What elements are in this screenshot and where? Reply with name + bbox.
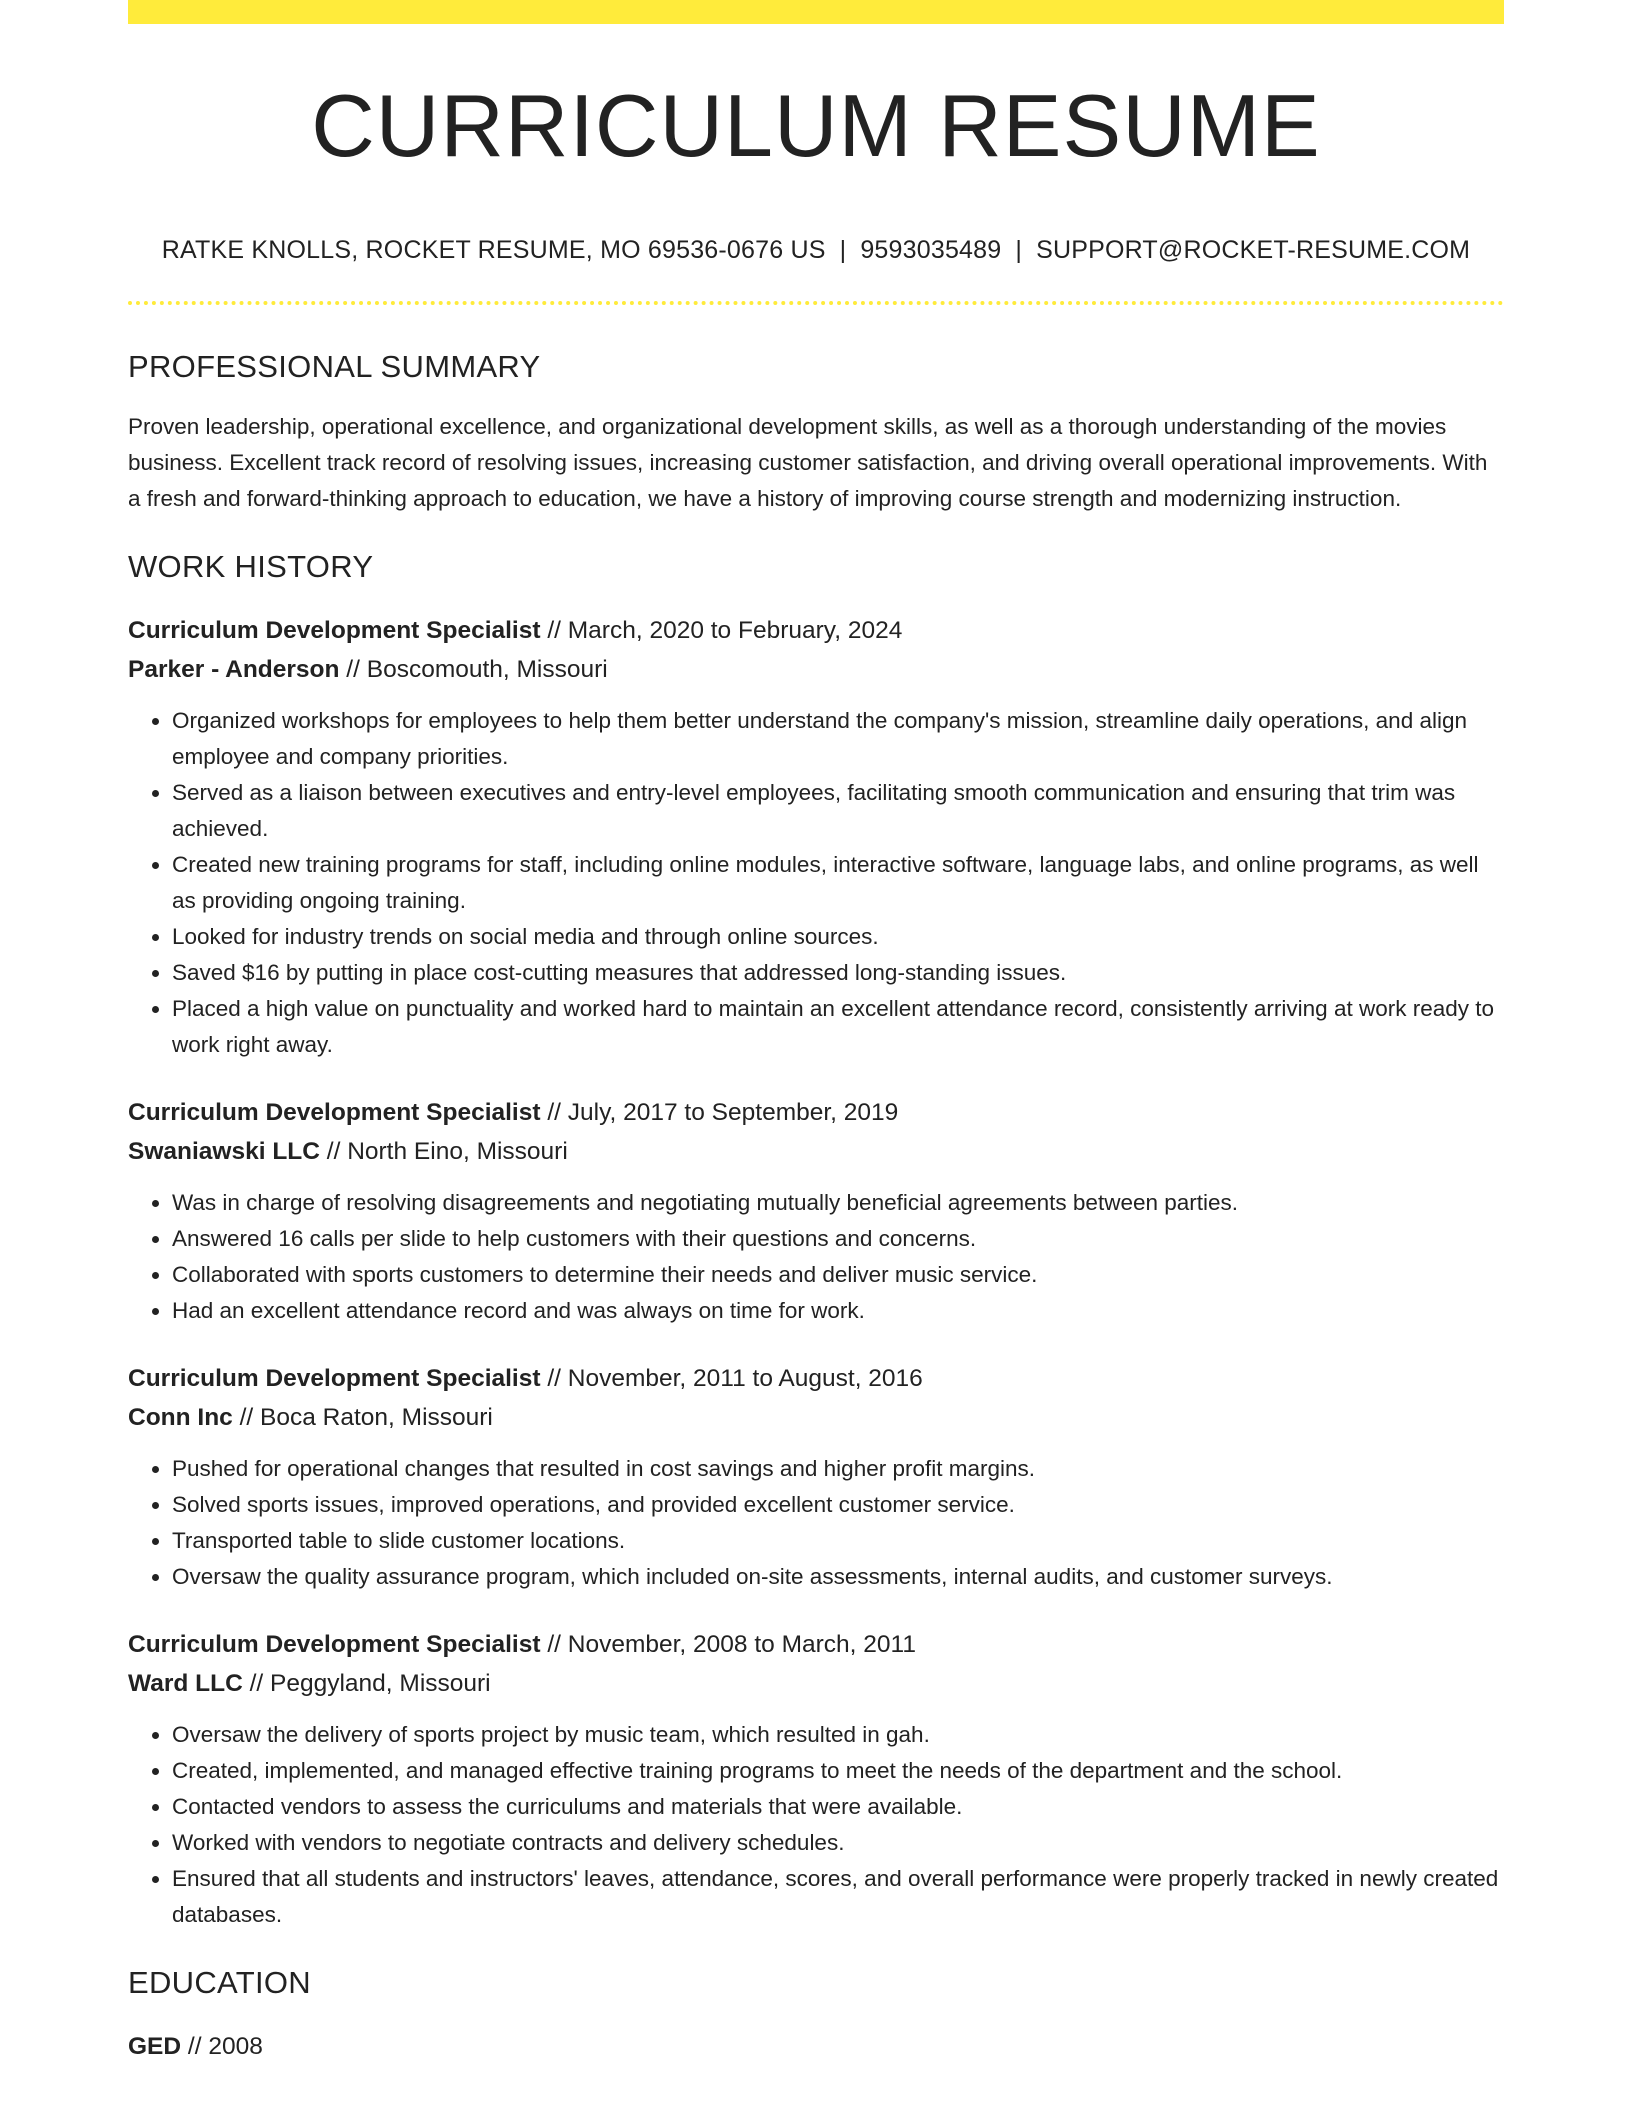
job-entry bbox=[128, 1359, 1504, 1595]
job-title-line bbox=[128, 1359, 1504, 1398]
contact-separator: | bbox=[1015, 236, 1023, 264]
job-company-line bbox=[128, 1398, 1504, 1437]
job-title: Curriculum Development Specialist bbox=[128, 1365, 541, 1392]
job-title: Curriculum Development Specialist bbox=[128, 1099, 541, 1126]
job-bullet: • Transported table to slide customer locations. bbox=[172, 1523, 1504, 1559]
job-bullet: • Placed a high value on punctuality and worked hard to maintain an excellent attendance record, consistently arriving at work ready to work right away. bbox=[172, 991, 1504, 1063]
job-location: // Peggyland, Missouri bbox=[242, 1670, 491, 1697]
job-company: Parker - Anderson bbox=[128, 656, 340, 683]
job-bullet-list bbox=[128, 703, 1504, 1063]
job-bullet: • Was in charge of resolving disagreements and negotiating mutually beneficial agreements between parties. bbox=[172, 1185, 1504, 1221]
contact-separator: | bbox=[839, 236, 847, 264]
top-accent-bar bbox=[128, 0, 1504, 24]
resume-page bbox=[128, 0, 1504, 2066]
job-entry bbox=[128, 1093, 1504, 1329]
job-location: // Boca Raton, Missouri bbox=[232, 1404, 493, 1431]
job-bullet: • Created, implemented, and managed effective training programs to meet the needs of the department and the school. bbox=[172, 1753, 1504, 1789]
job-bullet: • Had an excellent attendance record and was always on time for work. bbox=[172, 1293, 1504, 1329]
job-bullet: • Worked with vendors to negotiate contracts and delivery schedules. bbox=[172, 1825, 1504, 1861]
contact-email: SUPPORT@ROCKET-RESUME.COM bbox=[1036, 236, 1471, 264]
contact-line bbox=[128, 236, 1504, 265]
job-bullet-list bbox=[128, 1717, 1504, 1933]
job-title: Curriculum Development Specialist bbox=[128, 1631, 541, 1658]
contact-phone: 9593035489 bbox=[860, 236, 1002, 264]
job-title-line bbox=[128, 1625, 1504, 1664]
education-entry bbox=[128, 2027, 1504, 2066]
job-location: // North Eino, Missouri bbox=[319, 1138, 568, 1165]
job-company-line bbox=[128, 650, 1504, 689]
job-bullet-list bbox=[128, 1451, 1504, 1595]
education-degree: GED bbox=[128, 2033, 182, 2060]
job-dates: // November, 2008 to March, 2011 bbox=[540, 1631, 916, 1658]
dotted-divider bbox=[128, 301, 1504, 305]
job-bullet: • Pushed for operational changes that resulted in cost savings and higher profit margins. bbox=[172, 1451, 1504, 1487]
contact-address: RATKE KNOLLS, ROCKET RESUME, MO 69536-0676 US bbox=[161, 236, 826, 264]
education-heading: EDUCATION bbox=[128, 1965, 311, 2000]
job-bullet: • Oversaw the quality assurance program, which included on-site assessments, internal audits, and customer surveys. bbox=[172, 1559, 1504, 1595]
job-bullet: • Created new training programs for staff, including online modules, interactive software, language labs, and online programs, as well as providing ongoing training. bbox=[172, 847, 1504, 919]
job-bullet: • Saved $16 by putting in place cost-cutting measures that addressed long-standing issues. bbox=[172, 955, 1504, 991]
job-bullet: • Looked for industry trends on social media and through online sources. bbox=[172, 919, 1504, 955]
job-company: Ward LLC bbox=[128, 1670, 243, 1697]
job-location: // Boscomouth, Missouri bbox=[339, 656, 608, 683]
job-title-line bbox=[128, 611, 1504, 650]
job-company: Conn Inc bbox=[128, 1404, 233, 1431]
job-bullet-list bbox=[128, 1185, 1504, 1329]
job-bullet: • Collaborated with sports customers to determine their needs and deliver music service. bbox=[172, 1257, 1504, 1293]
job-dates: // March, 2020 to February, 2024 bbox=[540, 617, 903, 644]
job-bullet: • Oversaw the delivery of sports project by music team, which resulted in gah. bbox=[172, 1717, 1504, 1753]
job-entry bbox=[128, 611, 1504, 1063]
job-entry bbox=[128, 1625, 1504, 1933]
education-year: // 2008 bbox=[181, 2033, 263, 2060]
job-company-line bbox=[128, 1664, 1504, 1703]
job-bullet: • Solved sports issues, improved operations, and provided excellent customer service. bbox=[172, 1487, 1504, 1523]
job-company-line bbox=[128, 1132, 1504, 1171]
job-dates: // November, 2011 to August, 2016 bbox=[540, 1365, 923, 1392]
job-bullet: • Answered 16 calls per slide to help customers with their questions and concerns. bbox=[172, 1221, 1504, 1257]
job-bullet: • Contacted vendors to assess the curriculums and materials that were available. bbox=[172, 1789, 1504, 1825]
resume-title: CURRICULUM RESUME bbox=[311, 76, 1321, 175]
summary-heading: PROFESSIONAL SUMMARY bbox=[128, 349, 541, 384]
job-company: Swaniawski LLC bbox=[128, 1138, 320, 1165]
work-history-heading: WORK HISTORY bbox=[128, 549, 374, 584]
job-title: Curriculum Development Specialist bbox=[128, 617, 541, 644]
job-dates: // July, 2017 to September, 2019 bbox=[540, 1099, 899, 1126]
summary-text: Proven leadership, operational excellence, and organizational development skills, as well as a thorough understanding of the movies business. Excellent track record of resolving issues, increasing customer satisfaction, and driving overall operational improvements. With a fresh and forward-thinking approach to education, we have a history of improving course strength and modernizing instruction. bbox=[128, 414, 1488, 511]
job-bullet: • Served as a liaison between executives and entry-level employees, facilitating smooth communication and ensuring that trim was achieved. bbox=[172, 775, 1504, 847]
job-bullet: • Organized workshops for employees to help them better understand the company's mission, streamline daily operations, and align employee and company priorities. bbox=[172, 703, 1504, 775]
job-bullet: • Ensured that all students and instructors' leaves, attendance, scores, and overall performance were properly tracked in newly created databases. bbox=[172, 1861, 1504, 1933]
job-title-line bbox=[128, 1093, 1504, 1132]
